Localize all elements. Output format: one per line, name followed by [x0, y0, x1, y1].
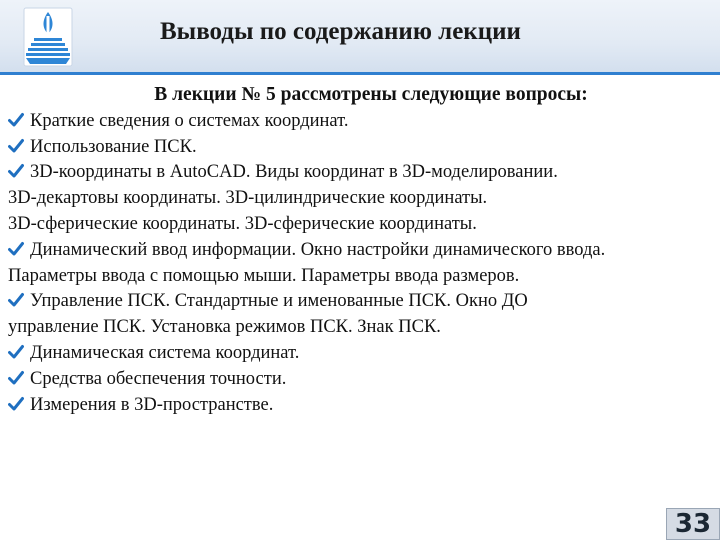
list-item-text: Использование ПСК.	[30, 136, 197, 157]
list-item-text: Краткие сведения о системах координат.	[30, 110, 349, 131]
list-item-text: 3D-координаты в AutoCAD. Виды координат в 3D-моделировании.	[30, 162, 558, 183]
conclusions-list	[8, 109, 714, 419]
list-item	[8, 238, 714, 264]
slide-title: Выводы по содержанию лекции	[160, 18, 521, 45]
list-item	[8, 160, 714, 186]
list-item-continuation	[8, 315, 714, 341]
list-item-continuation	[8, 264, 714, 290]
slide-header	[0, 0, 720, 75]
list-item-text: Измерения в 3D-пространстве.	[30, 394, 274, 415]
list-item	[8, 393, 714, 419]
list-item-text: управление ПСК. Установка режимов ПСК. Знак ПСК.	[8, 317, 441, 338]
university-emblem-icon	[22, 6, 74, 68]
content-subtitle: В лекции № 5 рассмотрены следующие вопросы:	[154, 84, 588, 105]
checkmark-icon	[8, 109, 30, 135]
list-item-continuation	[8, 186, 714, 212]
list-item-text: 3D-декартовы координаты. 3D-цилиндрические координаты.	[8, 188, 488, 209]
checkmark-icon	[8, 341, 30, 367]
checkmark-icon	[8, 367, 30, 393]
list-item-continuation	[8, 212, 714, 238]
list-item-text: Динамический ввод информации. Окно настройки динамического ввода.	[30, 239, 606, 260]
checkmark-icon	[8, 160, 30, 186]
list-item-text: Параметры ввода с помощью мыши. Параметры ввода размеров.	[8, 265, 520, 286]
list-item-text: Средства обеспечения точности.	[30, 368, 287, 389]
checkmark-icon	[8, 238, 30, 264]
list-item	[8, 135, 714, 161]
list-item	[8, 289, 714, 315]
list-item	[8, 341, 714, 367]
slide-content	[8, 82, 714, 418]
list-item	[8, 109, 714, 135]
checkmark-icon	[8, 393, 30, 419]
list-item-text: Динамическая система координат.	[30, 342, 300, 363]
list-item-text: Управление ПСК. Стандартные и именованные ПСК. Окно ДО	[30, 291, 528, 312]
list-item	[8, 367, 714, 393]
page-number: 33	[666, 508, 720, 540]
checkmark-icon	[8, 135, 30, 161]
checkmark-icon	[8, 289, 30, 315]
list-item-text: 3D-сферические координаты. 3D-сферические координаты.	[8, 213, 477, 234]
